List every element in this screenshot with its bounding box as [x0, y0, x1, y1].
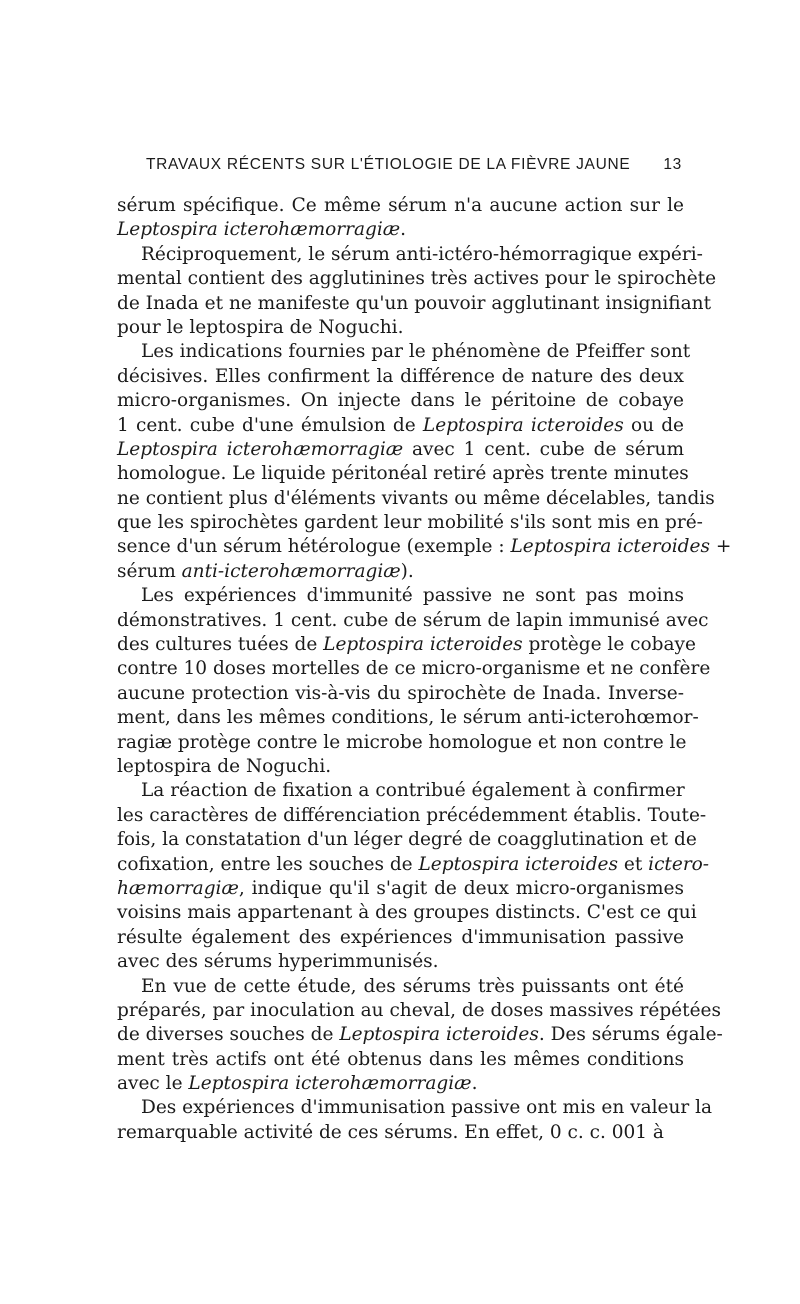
text-run: fois, la constatation d'un léger degré de coagglutination et de [117, 829, 697, 851]
text-run: ou de [623, 414, 684, 436]
text-run: + [709, 536, 732, 558]
text-run: , indique qu'il s'agit de deux micro-organismes [238, 877, 684, 899]
text-line [117, 194, 684, 218]
text-run: sérum [117, 560, 182, 582]
text-run: Les indications fournies par le phénomène de Pfeiffer sont [141, 341, 691, 363]
text-run: En vue de cette étude, des sérums très puissants ont été [141, 975, 684, 997]
text-line [117, 292, 712, 316]
text-line [117, 633, 696, 657]
text-line [117, 657, 711, 681]
text-line [117, 340, 691, 364]
body-text [117, 194, 732, 1145]
text-line [117, 877, 684, 901]
text-line [117, 901, 697, 925]
text-line [117, 1072, 684, 1096]
text-line [117, 535, 732, 559]
text-line [117, 804, 707, 828]
text-run: ne contient plus d'éléments vivants ou même décelables, tandis [117, 487, 715, 509]
text-line [117, 999, 721, 1023]
text-line [117, 1023, 723, 1047]
text-line [117, 243, 703, 267]
text-line [117, 828, 697, 852]
text-run: 1 cent. cube d'une émulsion de [117, 414, 423, 436]
text-run: Des expériences d'immunisation passive ont mis en valeur la [141, 1097, 713, 1119]
text-run: Les expériences d'immunité passive ne sont pas moins [141, 585, 684, 607]
text-line [117, 316, 684, 340]
text-run: pour le leptospira de Noguchi. [117, 316, 404, 338]
paragraph [117, 340, 732, 584]
page-number: 13 [663, 156, 682, 173]
text-run: contre 10 doses mortelles de ce micro-organisme et ne confère [117, 658, 711, 680]
running-header [146, 156, 686, 178]
italic-text: Leptospira icterohæmorragiæ [117, 219, 401, 241]
paragraph [117, 243, 717, 341]
text-line [117, 853, 710, 877]
text-run: les caractères de différenciation précédemment établis. Toute- [117, 804, 707, 826]
text-run: ). [400, 560, 414, 582]
text-run: aucune protection vis-à-vis du spirochète de Inada. Inverse- [117, 682, 684, 704]
text-line [117, 462, 689, 486]
text-run: des cultures tuées de [117, 634, 324, 656]
text-run: préparés, par inoculation au cheval, de doses massives répétées [117, 999, 721, 1021]
text-line [117, 926, 684, 950]
text-run: cofixation, entre les souches de [117, 853, 419, 875]
text-run: avec le [117, 1073, 189, 1095]
text-line [117, 560, 684, 584]
text-run: démonstratives. 1 cent. cube de sérum de lapin immunisé avec [117, 609, 709, 631]
text-run: de Inada et ne manifeste qu'un pouvoir agglutinant insignifiant [117, 292, 712, 314]
paragraph [117, 194, 684, 243]
text-run: résulte également des expériences d'immunisation passive [117, 926, 684, 948]
text-run: avec 1 cent. cube de sérum [403, 438, 685, 460]
italic-text: Leptospira icteroides [418, 853, 618, 875]
text-run: protège le cobaye [522, 634, 696, 656]
italic-text: Leptospira icteroides [510, 536, 710, 558]
paragraph [117, 975, 723, 1097]
italic-text: anti-icterohæmorragiæ [181, 560, 401, 582]
text-line [117, 1048, 684, 1072]
text-run: homologue. Le liquide péritonéal retiré après trente minutes [117, 463, 689, 485]
text-line [117, 682, 684, 706]
paragraph [117, 779, 710, 974]
text-line [117, 706, 699, 730]
italic-text: ictero- [648, 853, 710, 875]
text-line [117, 1121, 684, 1145]
text-line [117, 267, 717, 291]
text-line [117, 755, 684, 779]
text-line [117, 779, 684, 803]
text-line [117, 389, 684, 413]
text-run: ment, dans les mêmes conditions, le sérum anti-icterohœmor- [117, 707, 699, 729]
paragraph [117, 1096, 713, 1145]
text-line [117, 731, 687, 755]
text-run: sérum spécifique. Ce même sérum n'a aucune action sur le [117, 195, 684, 216]
text-line [117, 414, 684, 438]
text-run: . [471, 1073, 478, 1095]
text-line [117, 487, 715, 511]
text-run: La réaction de fixation a contribué également à confirmer [141, 780, 685, 802]
text-line [117, 584, 684, 608]
text-line [117, 438, 684, 462]
italic-text: Leptospira icteroides [339, 1024, 539, 1046]
text-run: que les spirochètes gardent leur mobilité s'ils sont mis en pré- [117, 512, 703, 534]
text-run: leptospira de Noguchi. [117, 755, 332, 777]
italic-text: hæmorragiæ [117, 877, 239, 899]
italic-text: Leptospira icterohæmorragiæ [117, 438, 404, 460]
text-line [117, 975, 684, 999]
text-run: voisins mais appartenant à des groupes distincts. C'est ce qui [117, 902, 697, 924]
text-line [117, 511, 703, 535]
text-run: avec des sérums hyperimmunisés. [117, 951, 439, 973]
italic-text: Leptospira icteroides [323, 634, 523, 656]
text-line [117, 365, 684, 389]
paragraph [117, 584, 711, 779]
text-run: décisives. Elles confirment la différence de nature des deux [117, 365, 684, 387]
text-line [117, 950, 684, 974]
text-run: ragiæ protège contre le microbe homologue et non contre le [117, 731, 687, 753]
italic-text: Leptospira icterohæmorragiæ [188, 1073, 472, 1095]
text-line [117, 609, 709, 633]
text-run: . [400, 219, 407, 241]
text-run: . Des sérums égale- [538, 1024, 723, 1046]
text-run: Réciproquement, le sérum anti-ictéro-hémorragique expéri- [141, 243, 703, 265]
text-line [117, 1096, 713, 1120]
text-run: et [618, 853, 649, 875]
italic-text: Leptospira icteroides [422, 414, 624, 436]
text-run: micro-organismes. On injecte dans le péritoine de cobaye [117, 390, 684, 412]
text-run: sence d'un sérum hétérologue (exemple : [117, 536, 511, 558]
text-run: de diverses souches de [117, 1024, 340, 1046]
text-line [117, 218, 684, 242]
text-run: ment très actifs ont été obtenus dans les mêmes conditions [117, 1048, 684, 1070]
running-title: TRAVAUX RÉCENTS SUR L'ÉTIOLOGIE DE LA FIÈVRE JAUNE [146, 156, 631, 173]
text-run: mental contient des agglutinines très actives pour le spirochète [117, 268, 717, 290]
text-run: remarquable activité de ces sérums. En effet, 0 c. c. 001 à [117, 1121, 664, 1143]
